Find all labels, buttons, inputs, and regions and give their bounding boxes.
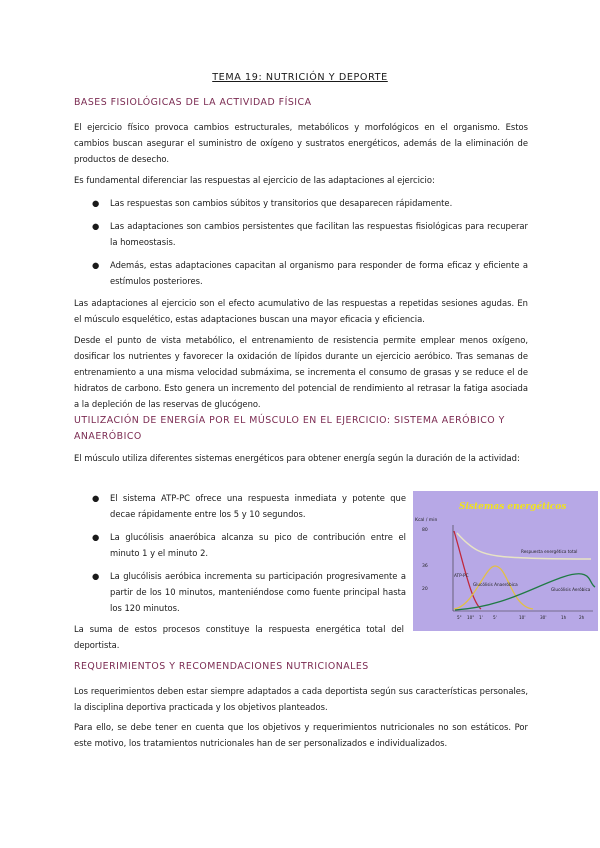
paragraph: Es fundamental diferenciar las respuestas al ejercicio de las adaptaciones al ejercicio: [74,175,435,185]
bullet-text: El sistema ATP-PC ofrece una respuesta inmediata y potente que decae rápidamente entre los 5 y 10 segundos. [110,493,406,519]
x-tick-label: 1' [479,615,483,620]
figure-title: Sistemas energéticos [459,502,567,512]
x-tick-label: 30' [540,615,547,620]
anaerobic-label: Glucólisis Anaeróbica [473,582,518,587]
x-tick-label: 2h [579,615,585,620]
x-tick-label: 5' [493,615,497,620]
bullet-text: Las respuestas son cambios súbitos y transitorios que desaparecen rápidamente. [110,198,453,208]
bullet-icon: ● [92,221,100,231]
bullet-item [92,257,528,289]
section-heading-energia: UTILIZACIÓN DE ENERGÍA POR EL MÚSCULO EN EL EJERCICIO: SISTEMA AERÓBICO Y ANAERÓBICO [74,415,505,442]
bullet-icon: ● [92,532,100,542]
bullet-item [92,195,528,211]
paragraph: Para ello, se debe tener en cuenta que los objetivos y requerimientos nutricionales no son estáticos. Por este motivo, los tratamientos nutricionales han de ser personalizados e individualizados. [74,722,528,748]
total-energy-label: Respuesta energética total [521,549,578,554]
x-tick-label: 1h [561,615,567,620]
total-energy-curve [457,533,591,559]
section-heading-bases: BASES FISIOLÓGICAS DE LA ACTIVIDAD FÍSICA [74,97,312,108]
paragraph: El músculo utiliza diferentes sistemas energéticos para obtener energía según la duración de la actividad: [74,453,520,463]
document-title: TEMA 19: NUTRICIÓN Y DEPORTE [212,72,388,83]
paragraph: Los requerimientos deben estar siempre adaptados a cada deportista según sus características personales, la disciplina deportiva practicada y los objetivos planteados. [74,686,528,712]
y-tick-label: 80 [422,528,428,533]
energy-systems-figure [413,491,598,631]
y-tick-label: 20 [422,587,428,592]
aerobic-label: Glucólisis Aeróbica [551,587,591,592]
atp-pc-label: ATP-PC [454,573,469,578]
y-axis-label: Kcal / min [415,518,438,523]
paragraph: La suma de estos procesos constituye la respuesta energética total del deportista. [74,624,404,650]
bullet-text: La glucólisis anaeróbica alcanza su pico de contribución entre el minuto 1 y el minuto 2. [110,532,406,558]
x-tick-label: 10" [467,615,475,620]
section-heading-requerimientos: REQUERIMIENTOS Y RECOMENDACIONES NUTRICIONALES [74,661,369,672]
paragraph: Desde el punto de vista metabólico, el entrenamiento de resistencia permite emplear menos oxígeno, dosificar los nutrientes y favorecer la oxidación de lípidos durante un ejercicio aeróbico. Tras semanas de entrenamiento a una misma velocidad submáxima, se incrementa el consumo de grasas y se reduce el de hidratos de carbono. Esto genera un incremento del potencial de rendimiento al retrasar la fatiga asociada a la depleción de las reservas de glucógeno. [74,335,528,409]
x-tick-label: 10' [519,615,526,620]
bullet-text: Las adaptaciones son cambios persistentes que facilitan las respuestas fisiológicas para recuperar la homeostasis. [110,221,528,247]
bullet-icon: ● [92,260,100,270]
bullet-text: Además, estas adaptaciones capacitan al organismo para responder de forma eficaz y eficiente a estímulos posteriores. [110,260,528,286]
bullet-item [92,568,406,616]
bullet-icon: ● [92,493,100,503]
x-tick-label: 5" [457,615,462,620]
energy-systems-chart [413,491,598,631]
bullet-item [92,529,406,561]
bullet-text: La glucólisis aeróbica incrementa su participación progresivamente a partir de los 10 minutos, manteniéndose como fuente principal hasta los 120 minutos. [110,571,406,613]
y-tick-label: 36 [422,564,428,569]
bullet-item [92,218,528,250]
bullet-icon: ● [92,571,100,581]
bullet-icon: ● [92,198,100,208]
bullet-item [92,490,406,522]
paragraph: Las adaptaciones al ejercicio son el efecto acumulativo de las respuestas a repetidas sesiones agudas. En el músculo esquelético, estas adaptaciones buscan una mayor eficacia y eficiencia. [74,298,528,324]
paragraph: El ejercicio físico provoca cambios estructurales, metabólicos y morfológicos en el organismo. Estos cambios buscan asegurar el suministro de oxígeno y sustratos energéticos, además de la eliminación de productos de desecho. [74,122,528,164]
